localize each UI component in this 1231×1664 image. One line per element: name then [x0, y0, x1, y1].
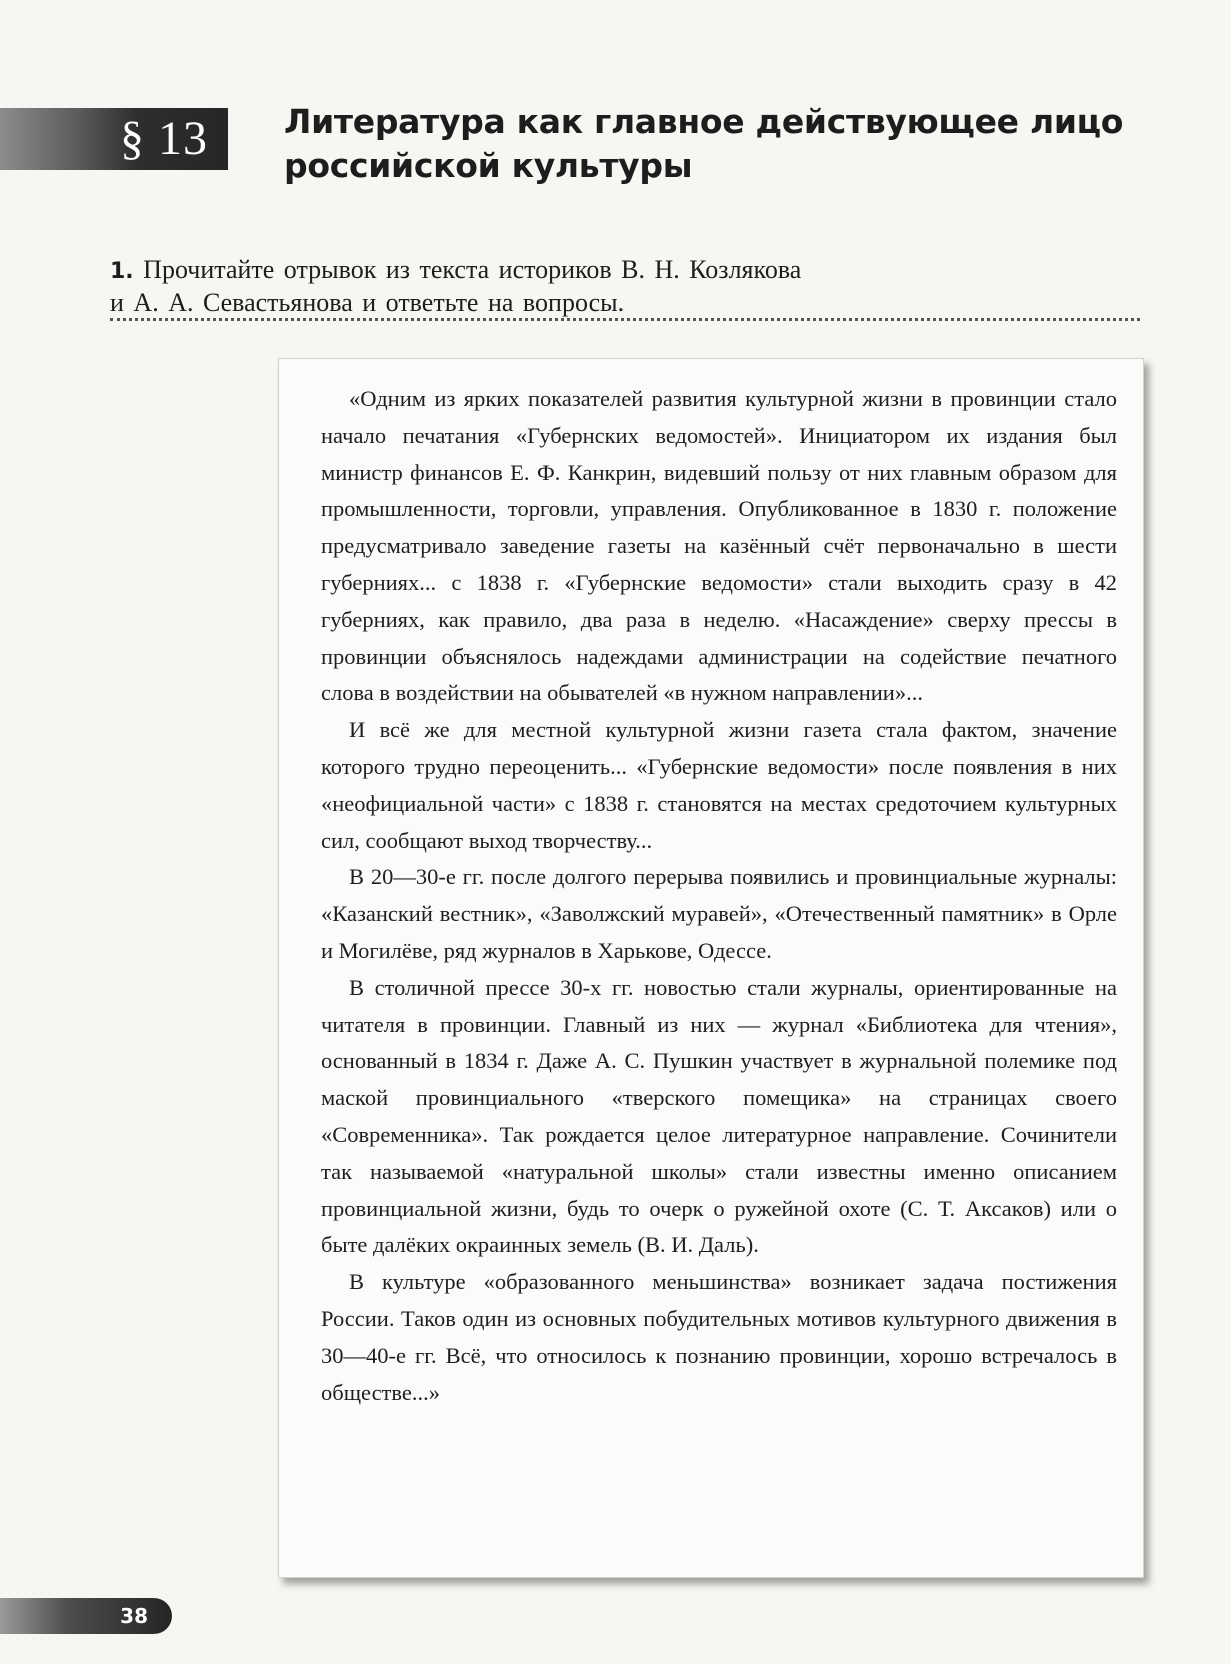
task-1	[110, 254, 1140, 318]
dotted-divider	[110, 318, 1140, 321]
quote-paragraph-4: В столичной прессе 30-х гг. новостью стали журналы, ориентированные на читателя в провинции. Главный из них — журнал «Библиотека для чтения», основанный в 1834 г. Даже А. С. Пушкин участвует в журнальной полемике под маской провинциального «тверского помещика» на страницах своего «Современника». Так рождается целое литературное направление. Сочинители так называемой «натуральной школы» стали известны именно описанием провинциальной жизни, будь то очерк о ружейной охоте (С. Т. Аксаков) или о быте далёких окраинных земель (В. И. Даль).	[321, 974, 1117, 1258]
chapter-title-line-2: российской культуры	[284, 146, 693, 185]
section-number: § 13	[120, 112, 208, 165]
task-text-line-1: Прочитайте отрывок из текста историков В. Н. Козлякова	[143, 255, 802, 284]
chapter-title-line-1: Литература как главное действующее лицо	[284, 102, 1124, 141]
quote-paragraph-2: И всё же для местной культурной жизни газета стала фактом, значение которого трудно переоценить... «Губернские ведомости» после появления в них «неофициальной части» с 1838 г. становятся на местах средоточием культурных сил, сообщают выход творчеству...	[321, 717, 1117, 853]
quote-paragraph-1: «Одним из ярких показателей развития культурной жизни в провинции стало начало печатания «Губернских ведомостей». Инициатором их издания был министр финансов Е. Ф. Канкрин, видевший пользу от них главным образом для промышленности, торговли, управления. Опубликованное в 1830 г. положение предусматривало заведение газеты на казённый счёт первоначально в шести губерниях... с 1838 г. «Губернские ведомости» стали выходить сразу в 42 губерниях, как правило, два раза в неделю. «Насаждение» сверху прессы в провинции объяснялось надеждами администрации на содействие печатного слова в воздействии на обывателей «в нужном направлении»...	[321, 386, 1117, 706]
page-number-tab	[0, 1598, 172, 1634]
quote-card	[278, 358, 1144, 1578]
section-badge	[0, 108, 228, 170]
task-text-line-2: и А. А. Севастьянова и ответьте на вопросы.	[110, 288, 625, 317]
quote-paragraph-5: В культуре «образованного меньшинства» возникает задача постижения России. Таков один из основных побудительных мотивов культурного движения в 30—40-е гг. Всё, что относилось к познанию провинции, хорошо встречалось в обществе...»	[321, 1269, 1117, 1405]
task-line-1	[110, 254, 1140, 287]
task-number: 1.	[110, 259, 134, 284]
page-number: 38	[120, 1604, 148, 1628]
quote-paragraph-3: В 20—30-е гг. после долгого перерыва появились и провинциальные журналы: «Казанский вестник», «Заволжский муравей», «Отечественный памятник» в Орле и Могилёве, ряд журналов в Харькове, Одессе.	[321, 864, 1117, 963]
chapter-title	[284, 100, 1144, 188]
